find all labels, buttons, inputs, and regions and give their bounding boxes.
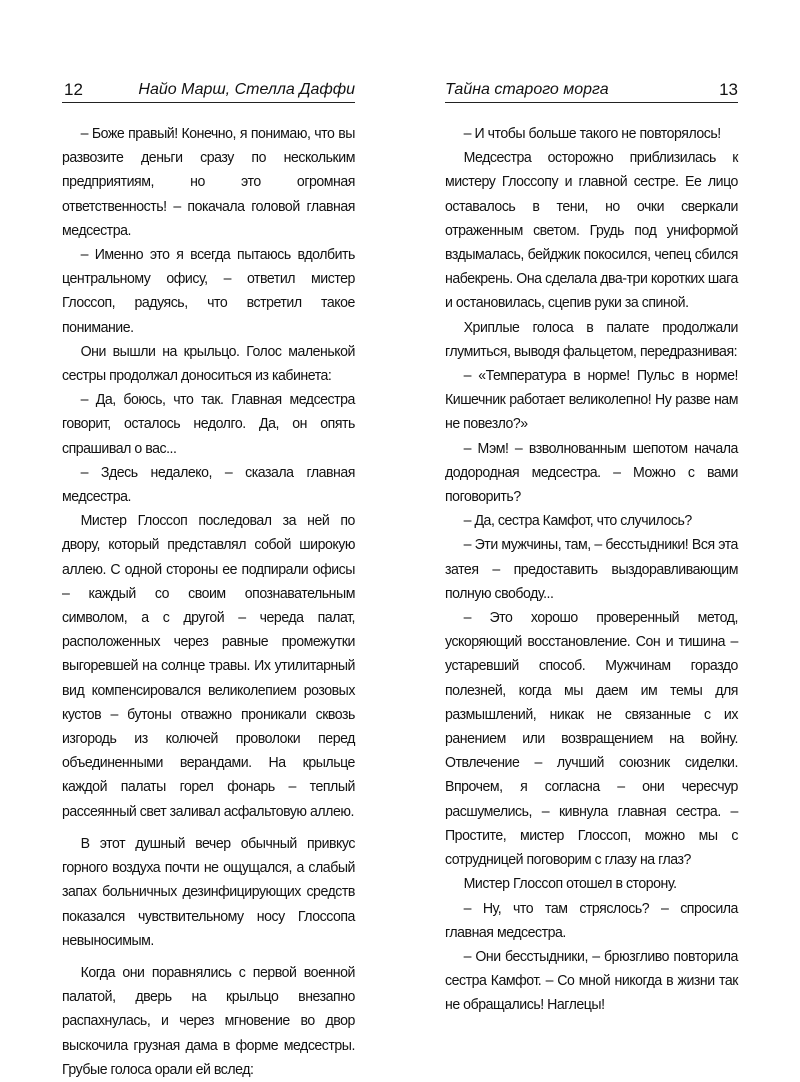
paragraph: Медсестра осторожно приблизилась к мистеру Глоссопу и главной сестре. Ее лицо оставалось в тени, но очки сверкали отраженным светом. Грудь под униформой вздымалась, бейджик покосился, чепец сбился набекрень. Она сделала два-три коротких шага и остановилась, сцепив руки за спиной.: [445, 149, 738, 312]
paragraph: – Боже правый! Конечно, я понимаю, что вы развозите деньги сразу по нескольким предприятиям, но это огромная ответственность! – покачала головой главная медсестра.: [62, 125, 355, 239]
paragraph: Когда они поравнялись с первой военной палатой, дверь на крыльцо внезапно распахнулась, и через мгновение во двор выскочила грузная дама в форме медсестры. Грубые голоса орали ей вслед:: [62, 963, 355, 1078]
paragraph: – Мэм! – взволнованным шепотом начала додородная медсестра. – Можно с вами поговорить?: [445, 439, 738, 506]
right-page: [445, 0, 738, 1014]
paragraph: Мистер Глоссоп отошел в сторону.: [463, 875, 677, 893]
left-running-header: [62, 80, 355, 104]
paragraph: – Именно это я всегда пытаюсь вдолбить центральному офису, – ответил мистер Глоссоп, радуясь, что встретил такое понимание.: [62, 246, 355, 336]
left-header-rule: [62, 102, 355, 103]
paragraph: Они вышли на крыльцо. Голос маленькой сестры продолжал доноситься из кабинета:: [62, 342, 355, 385]
paragraph: В этот душный вечер обычный привкус горного воздуха почти не ощущался, а слабый запах больничных дезинфицирующих средств показался чувствительному носу Глоссопа невыносимым.: [62, 834, 355, 949]
paragraph: – Это хорошо проверенный метод, ускоряющий восстановление. Сон и тишина – устаревший способ. Мужчинам гораздо полезней, когда мы даем им темы для размышлений, никак не связанные с их ранением или возвращением на войну. Отвлечение – лучший союзник сиделки. Впрочем, я согласна – они чересчур расшумелись, – кивнула главная сестра. – Простите, мистер Глоссоп, можно мы с сотрудницей поговорим с глазу на глаз?: [445, 609, 738, 869]
paragraph: – Они бесстыдники, – брюзгливо повторила сестра Камфот. – Со мной никогда в жизни так не обращались! Наглецы!: [445, 947, 738, 1014]
left-page: [62, 0, 355, 1078]
left-running-title: Найо Марш, Стелла Даффи: [138, 81, 355, 98]
paragraph: – Эти мужчины, там, – бесстыдники! Вся эта затея – предоставить выздоравливающим полную свободу...: [445, 536, 738, 602]
right-body-text: [445, 122, 738, 1018]
paragraph: – Да, боюсь, что так. Главная медсестра говорит, осталось недолго. Да, он опять спрашивал о вас...: [62, 391, 355, 457]
paragraph: – Здесь недалеко, – сказала главная медсестра.: [62, 463, 355, 506]
paragraph: Хриплые голоса в палате продолжали глумиться, выводя фальцетом, передразнивая:: [445, 318, 738, 360]
paragraph: Мистер Глоссоп последовал за ней по двору, который представлял собой широкую аллею. С одной стороны ее подпирали офисы – каждый со своим опознавательным символом, а с другой – череда палат, расположенных через равные промежутки выгоревшей на солнце травы. Их утилитарный вид компенсировался великолепием розовых кустов – бутоны отважно проникали сквозь изгородь из колючей проволоки перед объединенными верандами. На крыльце каждой палаты горел фонарь – теплый рассеянный свет заливал асфальтовую аллею.: [62, 512, 355, 820]
right-running-header: [445, 80, 738, 104]
paragraph: – И чтобы больше такого не повторялось!: [463, 125, 721, 142]
paragraph: – «Температура в норме! Пульс в норме! Кишечник работает великолепно! Ну разве нам не повезло?»: [445, 367, 738, 433]
paragraph: – Да, сестра Камфот, что случилось?: [463, 512, 692, 530]
right-page-number: 13: [719, 80, 738, 99]
paragraph: – Ну, что там стряслось? – спросила главная медсестра.: [445, 899, 738, 941]
right-running-title: Тайна старого морга: [445, 81, 609, 98]
left-body-text: [62, 122, 355, 1082]
right-header-rule: [445, 102, 738, 103]
left-page-number: 12: [64, 80, 83, 99]
